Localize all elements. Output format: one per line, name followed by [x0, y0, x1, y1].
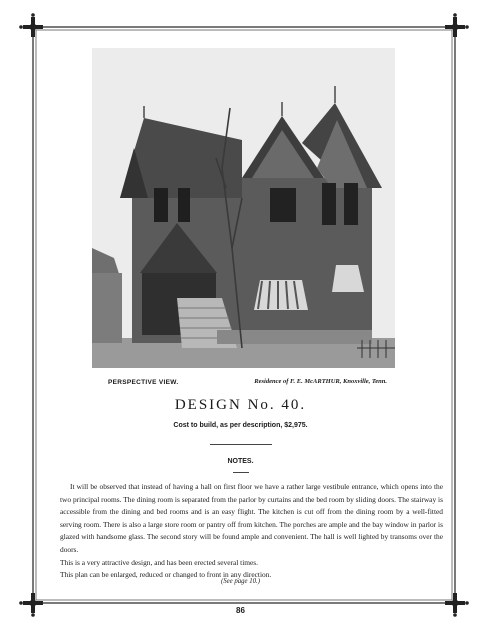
- notes-paragraph: This plan can be enlarged, reduced or changed to front in any direction.: [60, 570, 272, 580]
- notes-paragraph: It will be observed that instead of having a hall on first floor we have a rather large vestibule entrance, which opens into the two principal rooms. The dining room is separated from the parlor by curtains and the bed room by sliding doors. The stairway is accessible from the dining and bed rooms and is an easy flight. The kitchen is cut off from the dining room by a well-fitted serving room. There is also a large store room or pantry off from kitchen. The porches are ample and the bay window in parlor is glazed with handsome glass. The second story will be found ample and convenient. The hall is well lighted by transoms over the doors.: [60, 482, 443, 554]
- divider-rule: [210, 444, 272, 445]
- notes-heading: NOTES.: [227, 458, 254, 465]
- house-photo: [92, 48, 395, 368]
- page-number: 86: [236, 606, 245, 615]
- photo-caption-left: PERSPECTIVE VIEW.: [108, 379, 179, 386]
- photo-caption-right: Residence of F. E. McARTHUR, Knoxville, Tenn.: [254, 378, 387, 385]
- see-page-reference: (See page 10.): [220, 578, 261, 585]
- notes-body: [60, 481, 443, 582]
- notes-paragraph: This is a very attractive design, and has been erected several times.: [60, 557, 259, 567]
- cost-line: Cost to build, as per description, $2,975.: [173, 422, 308, 429]
- notes-divider: [233, 472, 249, 473]
- design-title: DESIGN No. 40.: [174, 397, 307, 413]
